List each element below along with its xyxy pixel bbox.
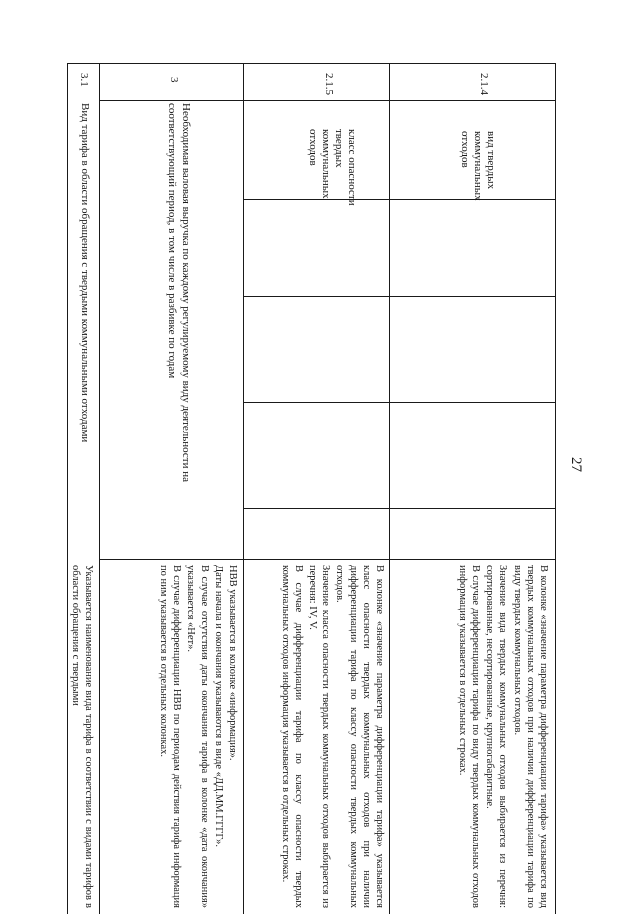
row-divider-3-215: [243, 63, 244, 914]
col-divider-name: [244, 199, 555, 200]
instruction-paragraph: В случае дифференциации НВВ по периодам действия тарифа информация по ним указывается в отдельных колонках.: [157, 565, 183, 908]
row-label-31: Вид тарифа в области обращения с твердыми коммунальными отходами: [79, 103, 91, 443]
instruction-paragraph: НВВ указывается в колонке «информация».: [227, 565, 238, 761]
row-number-3: 3: [168, 77, 180, 83]
instruction-paragraph: Значение вида твердых коммунальных отходов выбирается из перечня: сортированные, несортированные, крупногабаритные.: [484, 565, 509, 908]
row-label-215-line: коммунальных: [320, 129, 332, 199]
row-divider-215-214: [389, 63, 390, 914]
row-label-214: [458, 131, 497, 201]
row-label-214-line: отходов: [459, 131, 471, 168]
col-divider-c: [244, 508, 555, 509]
col-divider-a: [244, 296, 555, 297]
row-label-3: Необходимая валовая выручка по каждому регулируемому виду деятельности на соответствующий период, в том числе в разбивке по годам: [166, 103, 192, 483]
row-label-215: [306, 129, 358, 206]
instruction-paragraph: Даты начала и окончания указываются в виде «ДД.ММ.ГГГГ».: [212, 565, 224, 848]
instruction-paragraph: В случае дифференциации тарифа по классу опасности твердых коммунальных отходов информация указывается в отдельных строках.: [279, 565, 304, 908]
table-border-top: [67, 63, 556, 64]
row-label-214-line: коммунальных: [472, 131, 484, 201]
row-number-214: 2.1.4: [478, 73, 490, 95]
document-table: [67, 63, 556, 914]
table-border-right: [555, 63, 556, 914]
row-label-215-line: отходов: [307, 129, 319, 166]
instructions-31: [68, 565, 95, 908]
row-label-215-line: твердых: [333, 129, 345, 168]
row-divider-31-3: [99, 63, 100, 914]
instructions-214: [455, 565, 550, 908]
col-divider-b: [244, 402, 555, 403]
row-label-215-line: класс опасности: [346, 129, 358, 206]
row-number-215: 2.1.5: [323, 73, 335, 95]
instruction-paragraph: В случае отсутствия даты окончания тарифа в колонке «дата окончания» указывается «Нет».: [185, 565, 210, 908]
col-divider-number: [100, 100, 555, 101]
instructions-215: [277, 565, 386, 908]
instructions-3: [156, 565, 239, 908]
row-number-31: 3.1: [78, 73, 90, 87]
instruction-paragraph: Значение класса опасности твердых коммунальных отходов выбирается из перечня: IV, V.: [306, 565, 332, 908]
instruction-paragraph: Указывается наименование вида тарифа в соответствии с видами тарифов в области обращения с твердыми: [69, 565, 94, 908]
row-label-214-line: вид твердых: [485, 131, 497, 190]
instruction-paragraph: В случае дифференциации тарифа по виду твердых коммунальных отходов информация указывается в отдельных строках.: [456, 565, 481, 908]
page-number: 27: [568, 457, 584, 472]
col-divider-instructions: [100, 559, 555, 560]
instruction-paragraph: В колонке «значение параметра дифференциации тарифа» указывается класс опасности твердых коммунальных отходов при наличии дифференциации тарифа по классу опасности твердых коммунальных отходов.: [334, 565, 385, 908]
instruction-paragraph: В колонке «значение параметра дифференциации тарифа» указывается вид твердых коммунальных отходов при наличии дифференциации тарифа по виду твердых коммунальных отходов.: [511, 565, 549, 908]
